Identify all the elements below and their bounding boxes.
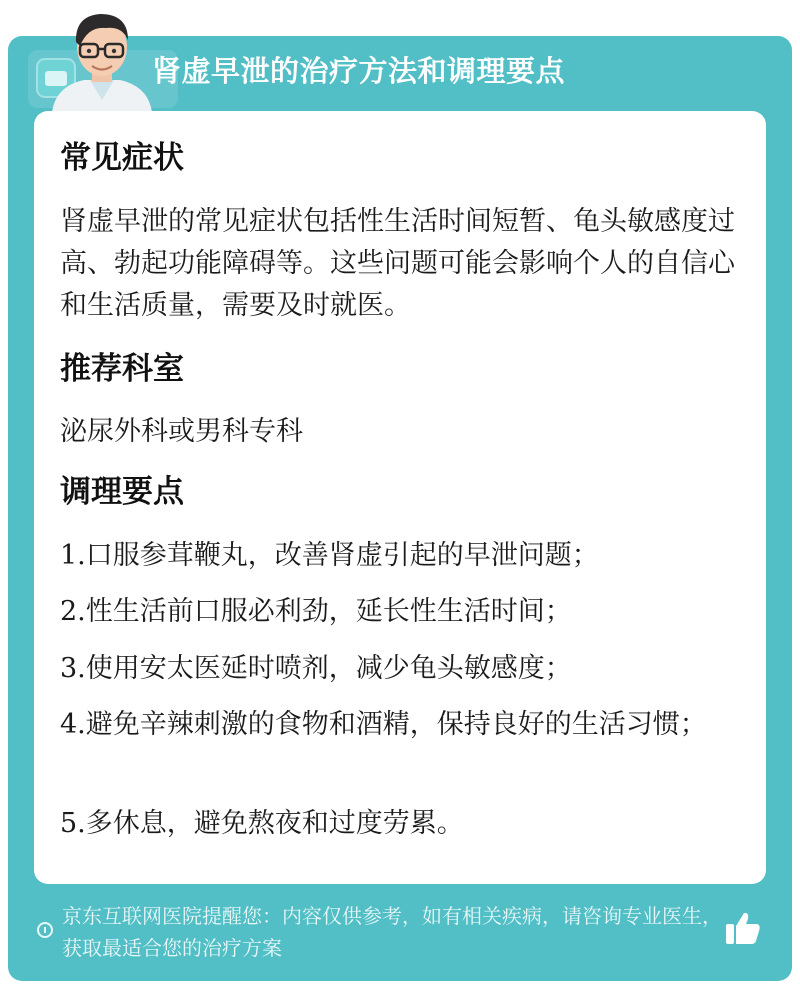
list-item-number: 3. bbox=[60, 653, 86, 684]
footer-disclaimer: 京东互联网医院提醒您：内容仅供参考，如有相关疾病，请咨询专业医生，获取最适合您的治疗方案 bbox=[62, 904, 722, 960]
list-item-text: 口服参茸鞭丸，改善肾虚引起的早泄问题； bbox=[85, 540, 599, 571]
list-item-number: 1. bbox=[60, 540, 86, 571]
list-item bbox=[60, 704, 750, 746]
list-item-text: 性生活前口服必利劲，延长性生活时间； bbox=[85, 596, 572, 627]
list-item-number: 5. bbox=[60, 808, 86, 839]
section-heading-symptoms: 常见症状 bbox=[60, 140, 184, 176]
info-icon bbox=[37, 922, 53, 938]
info-card bbox=[34, 111, 766, 884]
list-item-text: 避免辛辣刺激的食物和酒精，保持良好的生活习惯； bbox=[85, 709, 707, 740]
list-item-text: 多休息，避免熬夜和过度劳累。 bbox=[85, 808, 464, 839]
list-item bbox=[60, 591, 750, 633]
thumbs-up-icon[interactable] bbox=[724, 910, 762, 946]
doctor-avatar-icon bbox=[42, 2, 162, 112]
list-item-number: 2. bbox=[60, 596, 86, 627]
list-item bbox=[60, 648, 750, 690]
page-title: 肾虚早泄的治疗方法和调理要点 bbox=[152, 54, 566, 88]
list-item bbox=[60, 535, 750, 577]
section-heading-care-points: 调理要点 bbox=[60, 474, 184, 510]
list-item-text: 使用安太医延时喷剂，减少龟头敏感度； bbox=[85, 653, 572, 684]
list-item bbox=[60, 803, 750, 845]
section-heading-department: 推荐科室 bbox=[60, 351, 184, 387]
department-text: 泌尿外科或男科专科 bbox=[60, 416, 303, 447]
list-item-number: 4. bbox=[60, 709, 86, 740]
symptoms-text: 肾虚早泄的常见症状包括性生活时间短暂、龟头敏感度过高、勃起功能障碍等。这些问题可能会影响个人的自信心和生活质量，需要及时就医。 bbox=[60, 206, 735, 321]
